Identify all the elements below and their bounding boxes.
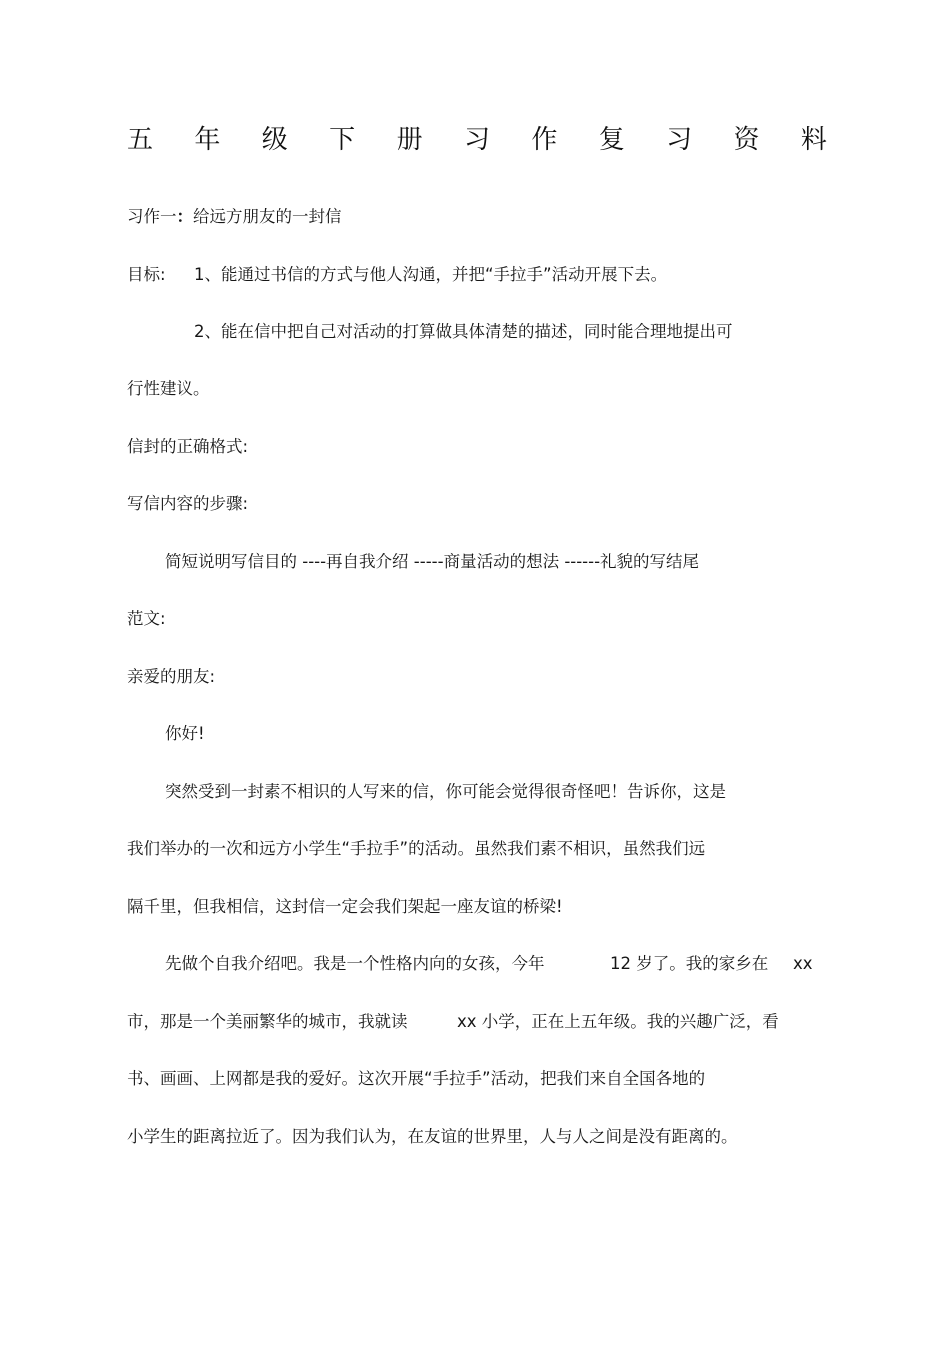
title-char: 作 <box>531 125 558 155</box>
title-char: 册 <box>396 125 423 155</box>
goal-label: 目标: <box>127 265 166 284</box>
paragraph-2-line-2-part-1: 市，那是一个美丽繁华的城市，我就读 <box>127 1012 408 1031</box>
paragraph-1-line-1: 突然受到一封素不相识的人写来的信，你可能会觉得很奇怪吧！告诉你，这是 <box>165 782 726 801</box>
goal-2-line-2: 行性建议。 <box>127 379 210 398</box>
steps-text: 简短说明写信目的 ----再自我介绍 -----商量活动的想法 ------礼貌的写结尾 <box>165 552 700 571</box>
title-char: 习 <box>666 125 693 155</box>
sample-label: 范文: <box>127 609 166 628</box>
paragraph-2-line-3: 书、画画、上网都是我的爱好。这次开展“手拉手”活动，把我们来自全国各地的 <box>127 1069 706 1088</box>
letter-greeting: 你好! <box>165 724 205 743</box>
paragraph-1-line-2: 我们举办的一次和远方小学生“手拉手”的活动。虽然我们素不相识，虽然我们远 <box>127 839 706 858</box>
document-title <box>127 120 827 160</box>
section-heading-text: 给远方朋友的一封信 <box>193 207 342 226</box>
paragraph-1-line-3: 隔千里，但我相信，这封信一定会我们架起一座友谊的桥梁! <box>127 897 563 916</box>
title-char: 复 <box>598 125 625 155</box>
goal-2-line-1: 2、能在信中把自己对活动的打算做具体清楚的描述，同时能合理地提出可 <box>194 322 733 341</box>
title-char: 习 <box>463 125 490 155</box>
paragraph-2-line-2-part-2: xx 小学，正在上五年级。我的兴趣广泛，看 <box>457 1012 779 1031</box>
section-heading-label: 习作一 <box>127 207 177 226</box>
title-char: 料 <box>800 125 827 155</box>
title-char: 五 <box>127 125 154 155</box>
title-char: 下 <box>329 125 356 155</box>
title-char: 级 <box>261 125 288 155</box>
letter-salutation: 亲爱的朋友: <box>127 667 216 686</box>
title-char: 年 <box>194 125 221 155</box>
steps-heading: 写信内容的步骤: <box>127 494 249 513</box>
section-heading <box>127 205 342 229</box>
paragraph-2-line-1-part-3: xx <box>793 954 813 973</box>
envelope-format-heading: 信封的正确格式: <box>127 437 249 456</box>
paragraph-2-line-1-part-1: 先做个自我介绍吧。我是一个性格内向的女孩，今年 <box>165 954 545 973</box>
title-char: 资 <box>733 125 760 155</box>
paragraph-2-line-1-part-2: 12 岁了。我的家乡在 <box>610 954 769 973</box>
paragraph-2-line-4: 小学生的距离拉近了。因为我们认为，在友谊的世界里，人与人之间是没有距离的。 <box>127 1127 738 1146</box>
section-heading-colon: ： <box>176 207 193 226</box>
goal-1: 1、能通过书信的方式与他人沟通，并把“手拉手”活动开展下去。 <box>194 265 668 284</box>
